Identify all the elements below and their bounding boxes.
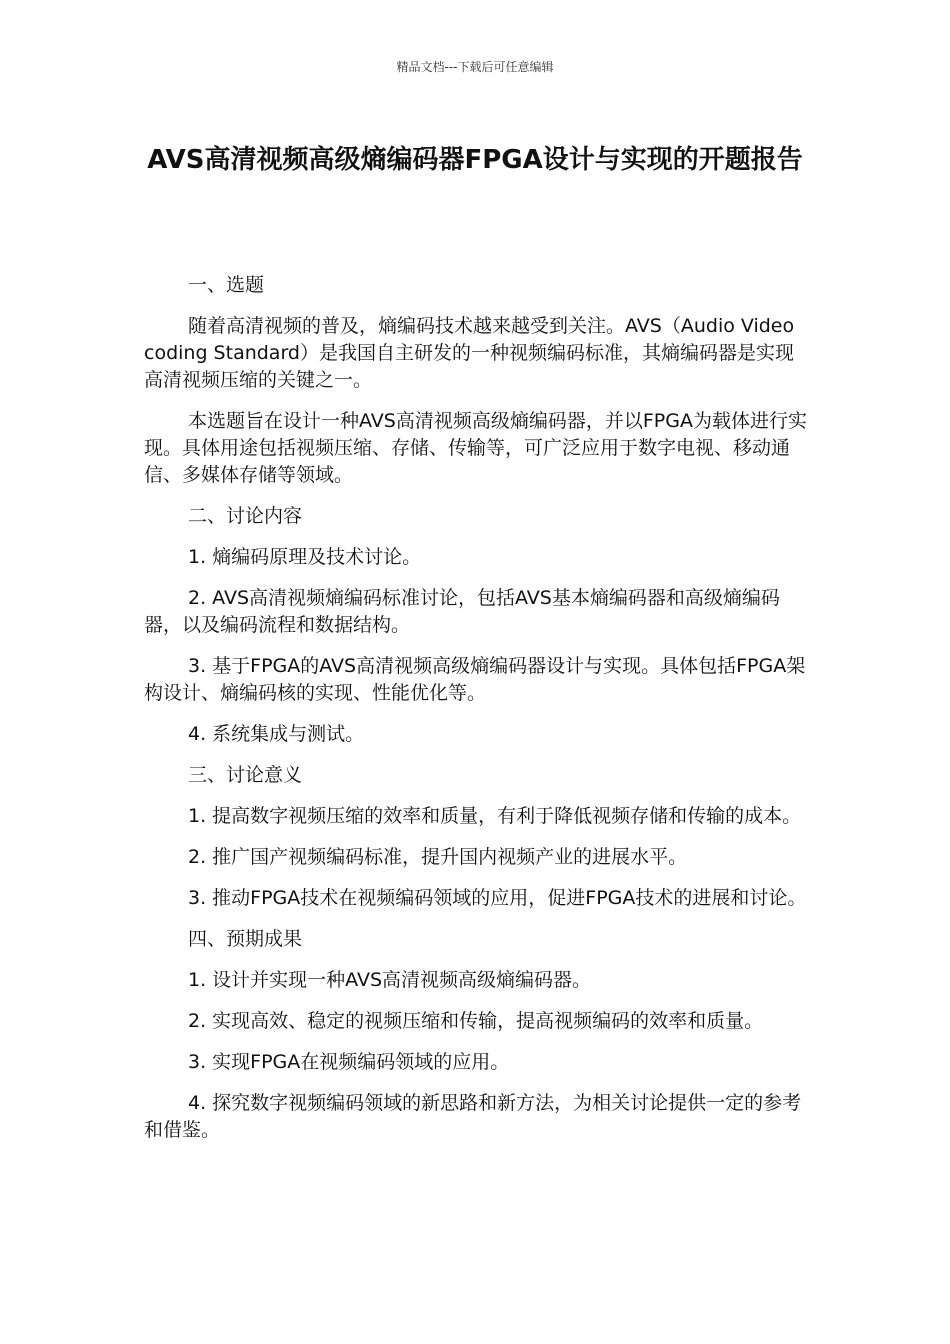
section-heading: 四、预期成果 bbox=[188, 928, 303, 950]
list-item: 4. 系统集成与测试。 bbox=[188, 723, 365, 745]
list-item: 1. 设计并实现一种AVS高清视频高级熵编码器。 bbox=[188, 969, 592, 991]
section-heading: 三、讨论意义 bbox=[188, 764, 303, 786]
list-item: 1. 提高数字视频压缩的效率和质量，有利于降低视频存储和传输的成本。 bbox=[188, 805, 802, 827]
document-title: AVS高清视频高级熵编码器FPGA设计与实现的开题报告 bbox=[147, 145, 803, 175]
section-heading: 二、讨论内容 bbox=[188, 505, 303, 527]
list-item: 4. 探究数字视频编码领域的新思路和新方法，为相关讨论提供一定的参考和借鉴。 bbox=[144, 1092, 802, 1141]
header-note: 精品文档---下载后可任意编辑 bbox=[396, 60, 554, 74]
list-item: 3. 基于FPGA的AVS高清视频高级熵编码器设计与实现。具体包括FPGA架构设计、熵编码核的实现、性能优化等。 bbox=[144, 655, 806, 704]
list-item: 2. 实现高效、稳定的视频压缩和传输，提高视频编码的效率和质量。 bbox=[188, 1010, 764, 1032]
list-item: 1. 熵编码原理及技术讨论。 bbox=[188, 546, 422, 568]
list-item: 3. 实现FPGA在视频编码领域的应用。 bbox=[188, 1051, 510, 1073]
paragraph: 随着高清视频的普及，熵编码技术越来越受到关注。AVS（Audio Video coding Standard）是我国自主研发的一种视频编码标准，其熵编码器是实现高清视频压缩的关键之一。 bbox=[144, 315, 795, 391]
paragraph: 本选题旨在设计一种AVS高清视频高级熵编码器，并以FPGA为载体进行实现。具体用途包括视频压缩、存储、传输等，可广泛应用于数字电视、移动通信、多媒体存储等领域。 bbox=[144, 410, 807, 486]
list-item: 3. 推动FPGA技术在视频编码领域的应用，促进FPGA技术的进展和讨论。 bbox=[188, 887, 807, 909]
list-item: 2. AVS高清视频熵编码标准讨论，包括AVS基本熵编码器和高级熵编码器，以及编码流程和数据结构。 bbox=[144, 587, 780, 636]
section-heading: 一、选题 bbox=[188, 274, 265, 296]
document-body bbox=[144, 272, 810, 1158]
list-item: 2. 推广国产视频编码标准，提升国内视频产业的进展水平。 bbox=[188, 846, 688, 868]
